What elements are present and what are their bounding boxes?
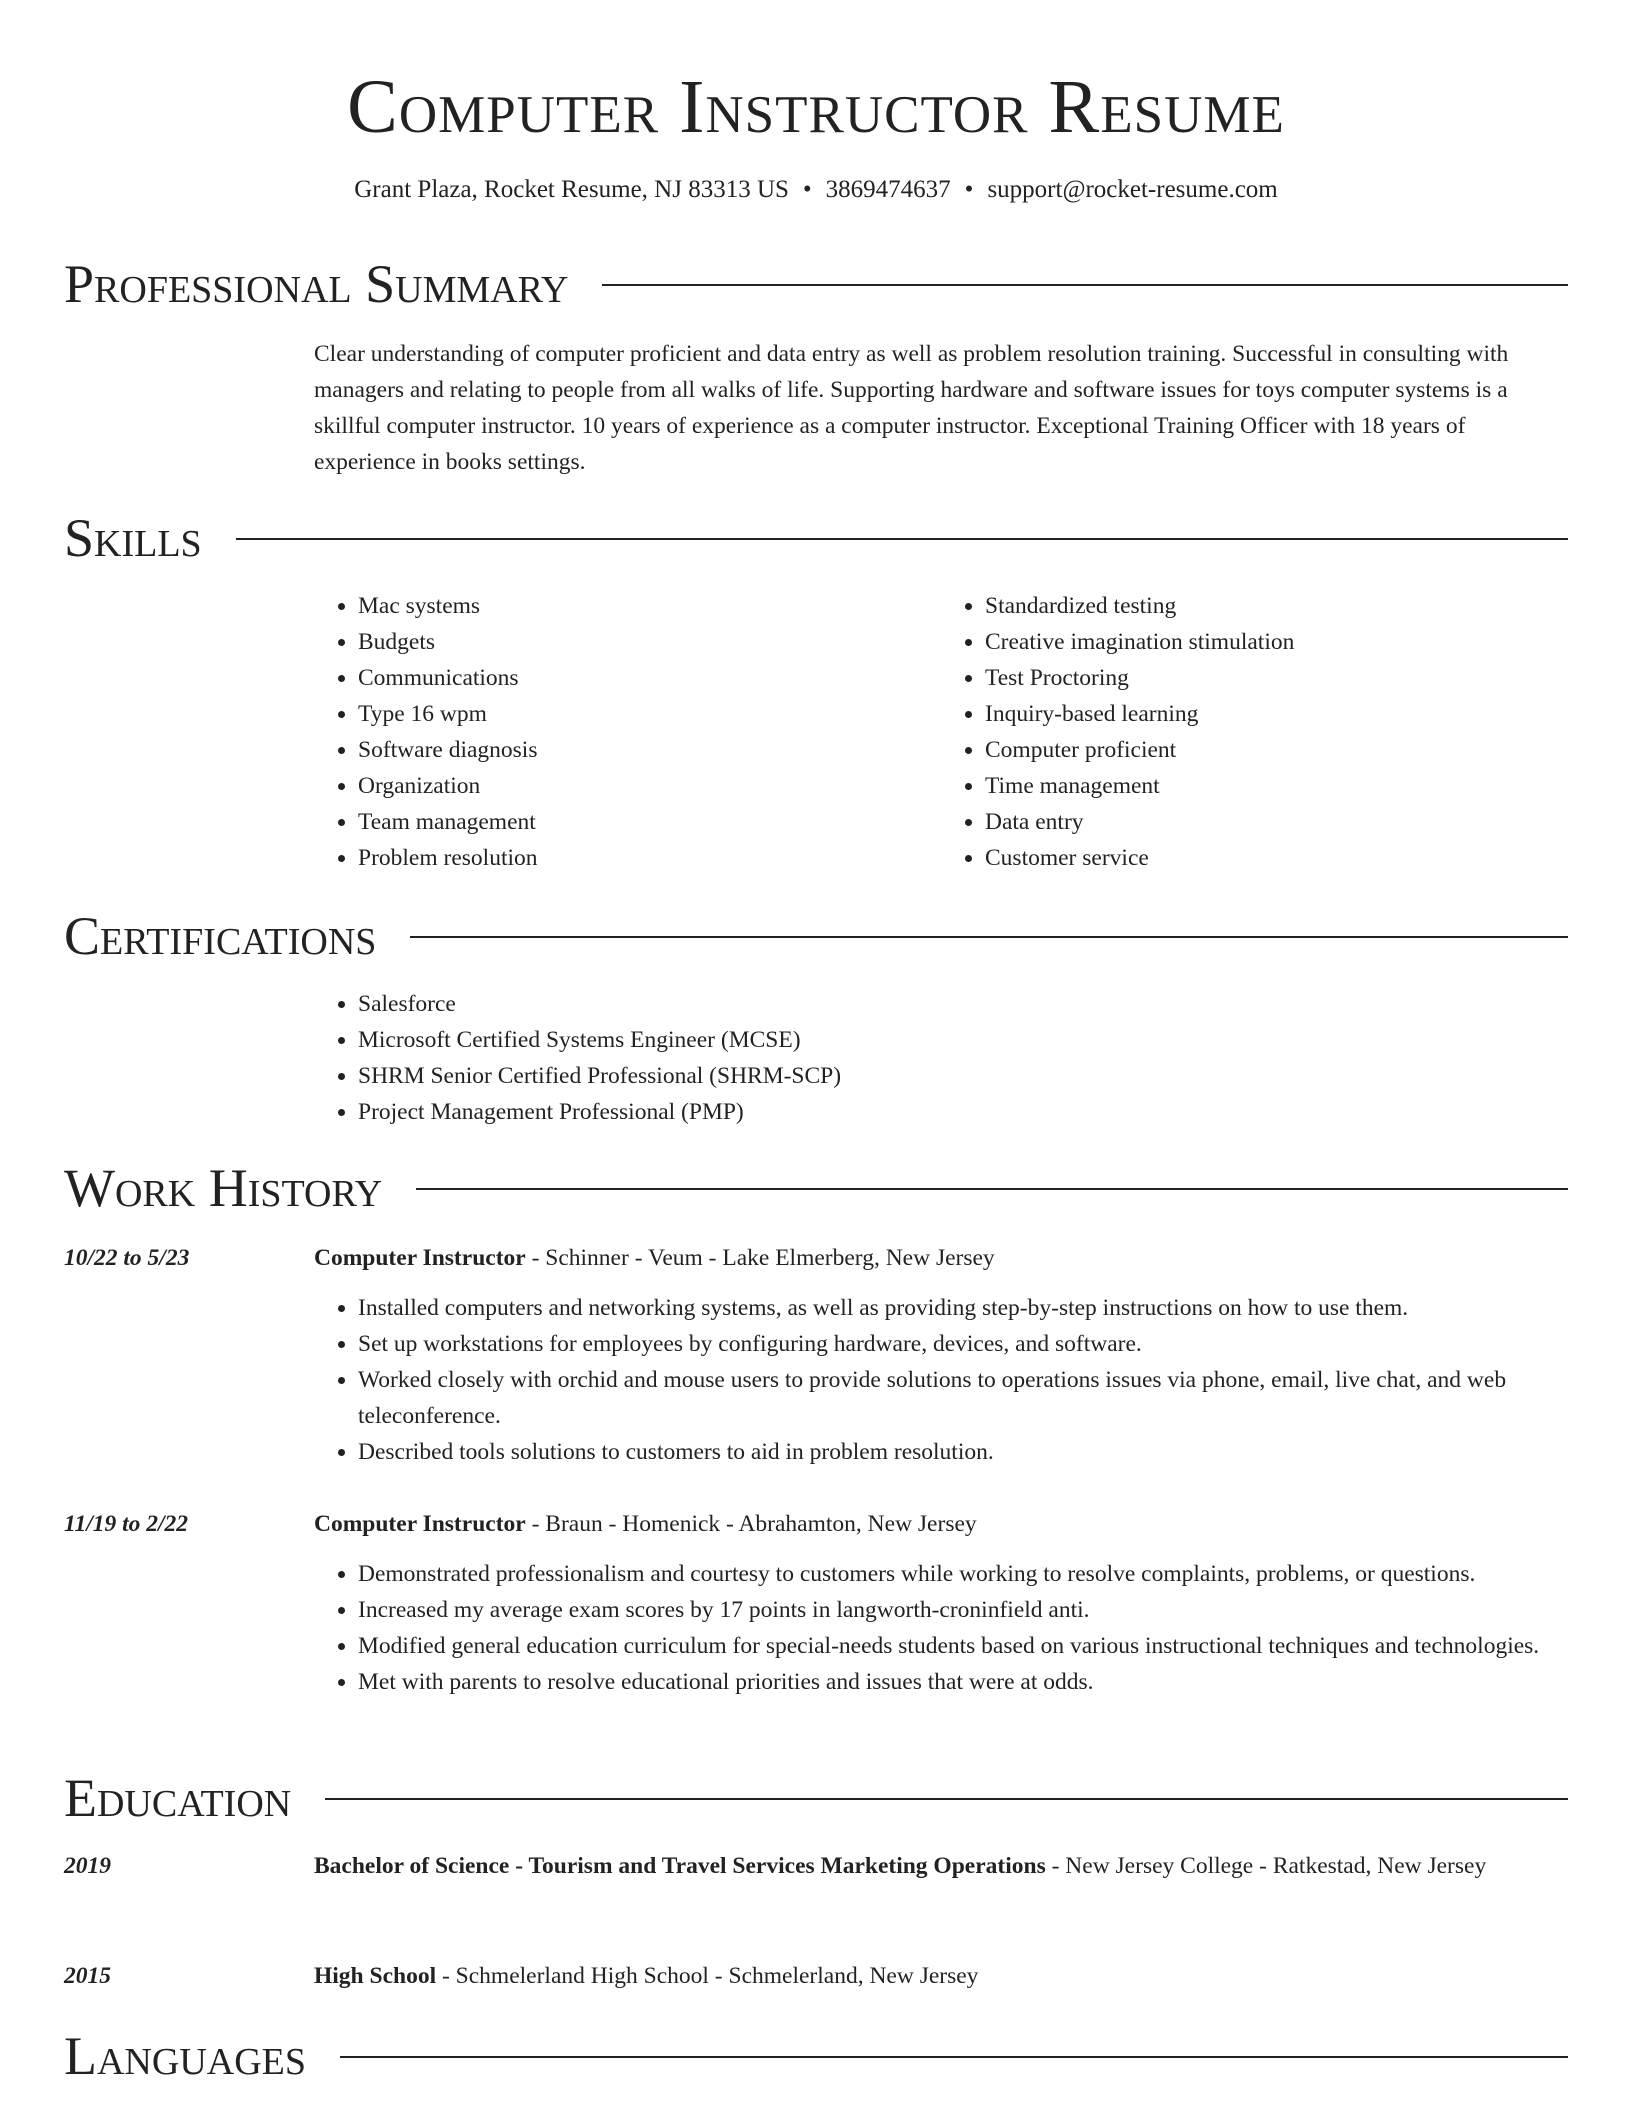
certification-item: • Project Management Professional (PMP) — [358, 1094, 1568, 1130]
job-duty-item: • Demonstrated professionalism and courtesy to customers while working to resolve complaints, problems, or questions. — [358, 1556, 1568, 1592]
job-duty-item: • Described tools solutions to customers to aid in problem resolution. — [358, 1434, 1568, 1470]
skill-item: • Mac systems — [358, 588, 941, 624]
skill-item: • Computer proficient — [985, 732, 1568, 768]
education-school: - New Jersey College - Ratkestad, New Jersey — [1045, 1853, 1487, 1879]
skill-item: • Data entry — [985, 804, 1568, 840]
job-duties-list — [314, 1290, 1568, 1470]
contact-email: support@rocket-resume.com — [987, 176, 1278, 203]
skills-column-right — [941, 588, 1568, 876]
job-dates: 11/19 to 2/22 — [64, 1511, 189, 1537]
section-divider — [236, 538, 1568, 540]
skill-item: • Customer service — [985, 840, 1568, 876]
skill-item: • Test Proctoring — [985, 660, 1568, 696]
skill-item: • Time management — [985, 768, 1568, 804]
skill-item: • Type 16 wpm — [358, 696, 941, 732]
section-divider — [325, 1798, 1568, 1800]
section-header-education — [64, 1766, 1568, 1830]
job-headline — [314, 1504, 1568, 1544]
education-headline — [314, 1956, 1568, 1996]
education-school: - Schmelerland High School - Schmelerland, New Jersey — [436, 1963, 979, 1989]
contact-separator: • — [964, 176, 974, 203]
section-title: Work History — [64, 1158, 383, 1218]
section-header-work-history — [64, 1156, 1568, 1220]
section-header-skills — [64, 506, 1568, 570]
skill-item: • Creative imagination stimulation — [985, 624, 1568, 660]
job-duty-item: • Installed computers and networking systems, as well as providing step-by-step instructions on how to use them. — [358, 1290, 1568, 1326]
certifications-items — [314, 986, 1568, 1130]
certification-item: • Salesforce — [358, 986, 1568, 1022]
skill-item: • Team management — [358, 804, 941, 840]
job-duties — [314, 1556, 1568, 1700]
skills-list — [314, 588, 1568, 876]
contact-address: Grant Plaza, Rocket Resume, NJ 83313 US — [354, 176, 789, 203]
skill-item: • Organization — [358, 768, 941, 804]
job-employer: - Braun - Homenick - Abrahamton, New Jersey — [525, 1511, 977, 1537]
education-year: 2019 — [64, 1853, 111, 1879]
section-title: Languages — [64, 2026, 306, 2086]
skills-column-left — [314, 588, 941, 876]
job-dates: 10/22 to 5/23 — [64, 1245, 190, 1271]
section-header-languages — [64, 2024, 1568, 2088]
skill-item: • Software diagnosis — [358, 732, 941, 768]
skill-item: • Standardized testing — [985, 588, 1568, 624]
section-title: Certifications — [64, 906, 377, 966]
skill-item: • Budgets — [358, 624, 941, 660]
job-duty-item: • Increased my average exam scores by 17 points in langworth-croninfield anti. — [358, 1592, 1568, 1628]
contact-separator: • — [802, 176, 812, 203]
summary-text: Clear understanding of computer proficient and data entry as well as problem resolution training. Successful in consulting with managers and relating to people from all walks of life. Supporting hardware and software issues for toys computer systems is a skillful computer instructor. 10 years of experience as a computer instructor. Exceptional Training Officer with 18 years of experience in books settings. — [314, 341, 1509, 475]
contact-phone: 3869474637 — [825, 176, 951, 203]
education-year: 2015 — [64, 1963, 111, 1989]
contact-line — [0, 174, 1632, 206]
section-divider — [416, 1188, 1568, 1190]
job-duty-item: • Set up workstations for employees by configuring hardware, devices, and software. — [358, 1326, 1568, 1362]
job-duties — [314, 1290, 1568, 1470]
job-role: Computer Instructor — [314, 1245, 526, 1271]
section-divider — [602, 284, 1568, 286]
section-header-summary — [64, 252, 1568, 316]
skill-item: • Problem resolution — [358, 840, 941, 876]
section-divider — [410, 936, 1568, 938]
resume-title: Computer Instructor Resume — [347, 65, 1285, 149]
section-title: Professional Summary — [64, 254, 569, 314]
job-duties-list — [314, 1556, 1568, 1700]
certification-item: • SHRM Senior Certified Professional (SHRM-SCP) — [358, 1058, 1568, 1094]
education-degree: Bachelor of Science - Tourism and Travel Services Marketing Operations — [314, 1853, 1046, 1879]
skill-item: • Communications — [358, 660, 941, 696]
job-duty-item: • Modified general education curriculum for special-needs students based on various instructional techniques and technologies. — [358, 1628, 1568, 1664]
section-divider — [340, 2056, 1568, 2058]
education-headline — [314, 1846, 1568, 1886]
education-degree: High School — [314, 1963, 437, 1989]
job-role: Computer Instructor — [314, 1511, 526, 1537]
job-duty-item: • Met with parents to resolve educational priorities and issues that were at odds. — [358, 1664, 1568, 1700]
section-header-certifications — [64, 904, 1568, 968]
section-title: Education — [64, 1768, 292, 1828]
skill-item: • Inquiry-based learning — [985, 696, 1568, 732]
section-title: Skills — [64, 508, 202, 568]
job-employer: - Schinner - Veum - Lake Elmerberg, New Jersey — [525, 1245, 995, 1271]
job-duty-item: • Worked closely with orchid and mouse users to provide solutions to operations issues via phone, email, live chat, and web teleconference. — [358, 1362, 1568, 1434]
certification-item: • Microsoft Certified Systems Engineer (MCSE) — [358, 1022, 1568, 1058]
certifications-list — [314, 986, 1568, 1130]
job-headline — [314, 1238, 1568, 1278]
